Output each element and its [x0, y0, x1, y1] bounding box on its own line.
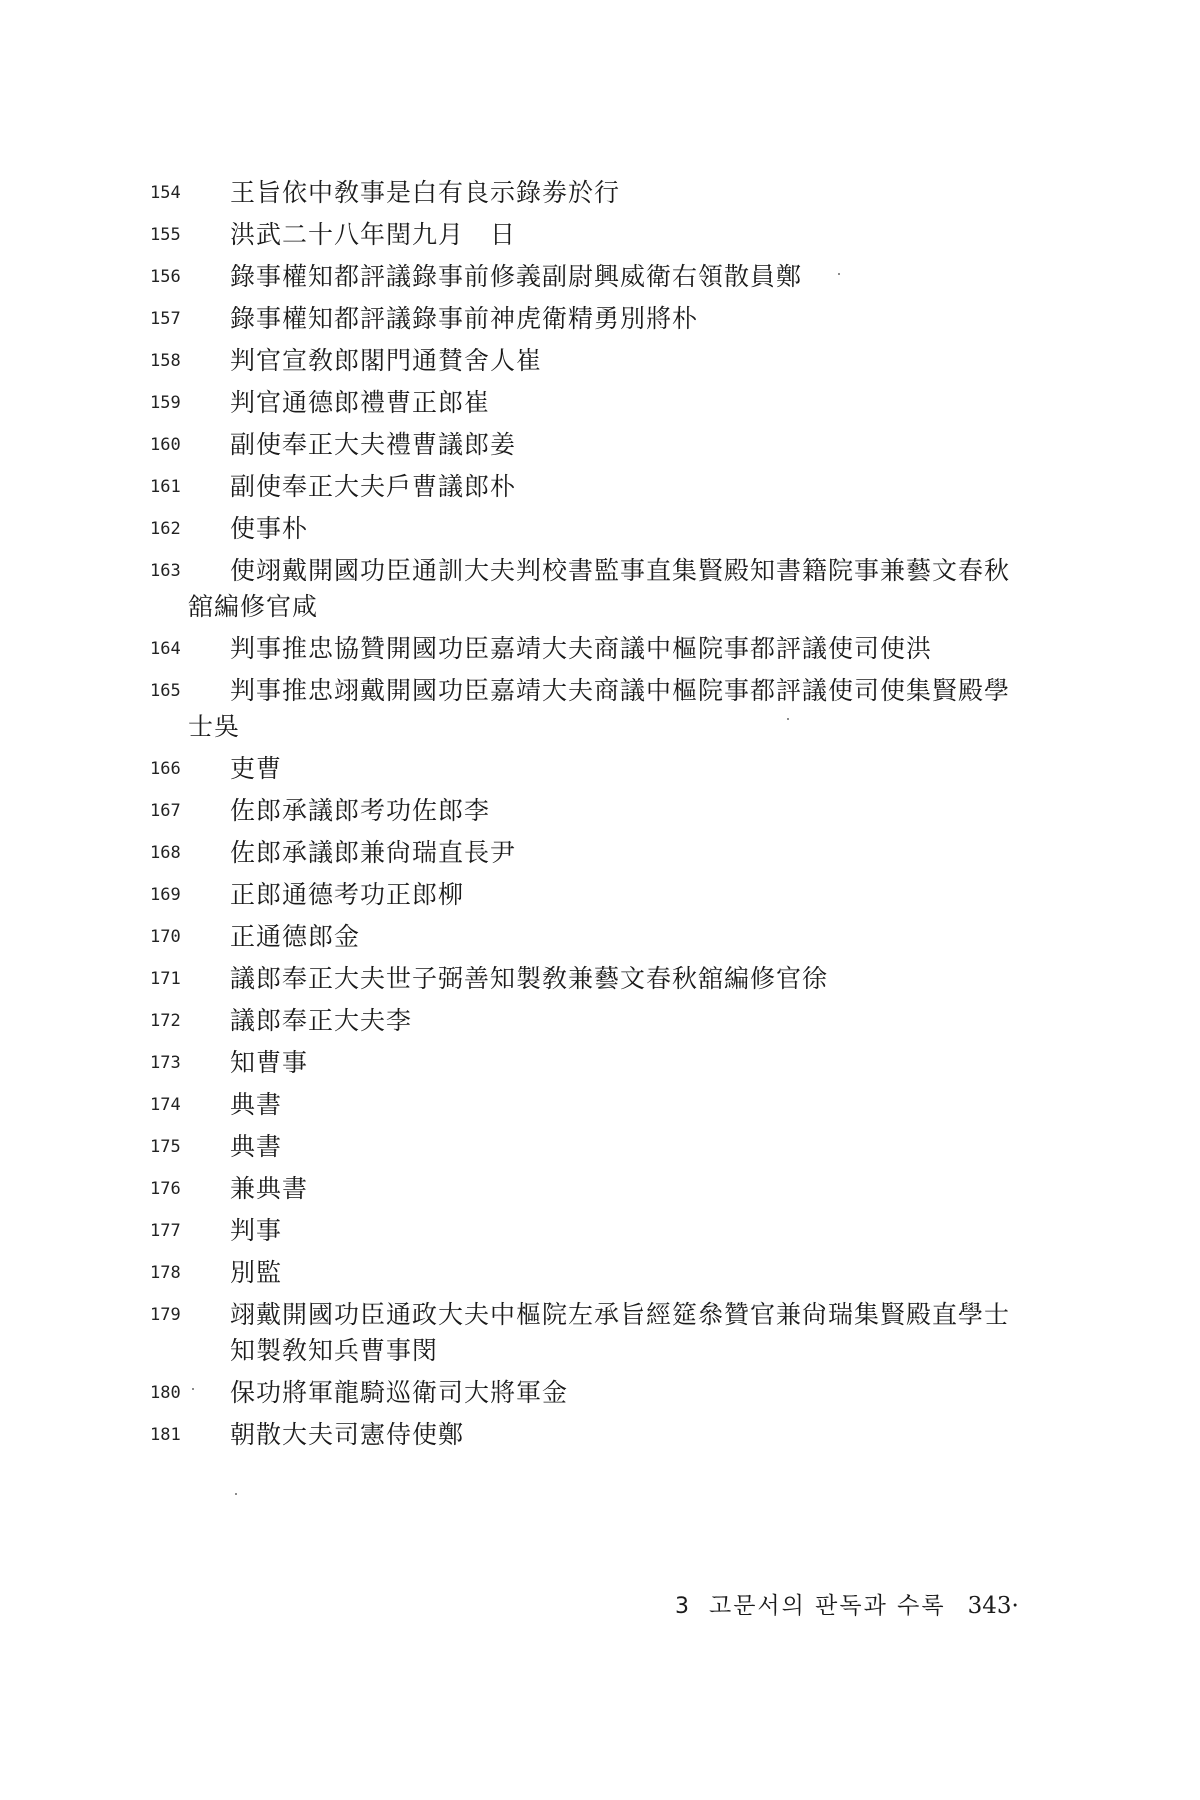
- line-number: 167: [150, 801, 181, 821]
- page-number: 343·: [967, 1593, 1019, 1619]
- transcription-line: [150, 1216, 1050, 1246]
- line-number: 181: [150, 1425, 181, 1445]
- transcription-lines: [150, 178, 1050, 1462]
- transcription-line: [150, 634, 1050, 664]
- line-text-main: 議郎奉正大夫世子弼善知製敎兼藝文春秋舘編修官徐: [230, 964, 829, 993]
- transcription-line: [150, 1132, 1050, 1162]
- transcription-line: [150, 178, 1050, 208]
- line-text-main: 吏曹: [230, 754, 283, 783]
- line-number: 163: [150, 561, 181, 581]
- transcription-line: [150, 1378, 1050, 1408]
- line-text-main: 錄事權知都評議錄事前修義副尉興威衛右領散員鄭: [230, 262, 803, 291]
- line-text: [230, 1048, 1050, 1078]
- transcription-line: [150, 430, 1050, 460]
- transcription-line: [150, 796, 1050, 826]
- line-text: [230, 430, 1050, 460]
- line-number: 164: [150, 639, 181, 659]
- line-text: [230, 1132, 1050, 1162]
- line-text-main: 典書: [230, 1090, 283, 1119]
- line-number: 175: [150, 1137, 181, 1157]
- line-text-main: 判官通德郎禮曹正郎崔: [230, 388, 491, 417]
- line-number: 165: [150, 681, 181, 701]
- line-text: [230, 304, 1050, 334]
- line-number: 159: [150, 393, 181, 413]
- transcription-line: [150, 556, 1050, 622]
- line-text: [230, 472, 1050, 502]
- transcription-line: [150, 754, 1050, 784]
- line-text-main: 保功將軍龍騎巡衛司大將軍金: [230, 1378, 569, 1407]
- line-text: [188, 556, 1050, 622]
- transcription-line: [150, 1006, 1050, 1036]
- line-text: [230, 514, 1050, 544]
- line-number: 176: [150, 1179, 181, 1199]
- line-text-main: 使事朴: [230, 514, 309, 543]
- line-number: 168: [150, 843, 181, 863]
- line-text: [230, 178, 1050, 208]
- line-text-main: 王旨依中敎事是白有良示錄劵於行: [230, 178, 621, 207]
- line-number: 172: [150, 1011, 181, 1031]
- line-text: [230, 880, 1050, 910]
- transcription-line: [150, 964, 1050, 994]
- line-text-main: 知曹事: [230, 1048, 309, 1077]
- line-text: [230, 1090, 1050, 1120]
- line-text-main: 判事: [230, 1216, 283, 1245]
- transcription-line: [150, 1174, 1050, 1204]
- line-text-main: 佐郎承議郎考功佐郎李: [230, 796, 491, 825]
- scan-speck: [235, 1493, 237, 1495]
- transcription-line: [150, 514, 1050, 544]
- line-text: [230, 754, 1050, 784]
- line-text: [230, 634, 1050, 664]
- transcription-line: [150, 676, 1050, 742]
- line-number: 170: [150, 927, 181, 947]
- chapter-number: 3: [675, 1594, 689, 1619]
- transcription-line: [150, 262, 1050, 292]
- transcription-line: [150, 1420, 1050, 1450]
- line-number: 179: [150, 1305, 181, 1325]
- line-text-main: 別監: [230, 1258, 283, 1287]
- line-number: 174: [150, 1095, 181, 1115]
- line-text-main: 翊戴開國功臣通政大夫中樞院左承旨經筵叅贊官兼尙瑞集賢殿直學士: [230, 1300, 1011, 1329]
- transcription-line: [150, 472, 1050, 502]
- line-text: [230, 1174, 1050, 1204]
- running-footer: [675, 1587, 1055, 1620]
- scan-speck: [192, 1388, 194, 1390]
- line-text-main: 錄事權知都評議錄事前神虎衛精勇別將朴: [230, 304, 699, 333]
- line-text-main: 判事推忠翊戴開國功臣嘉靖大夫商議中樞院事都評議使司使集賢殿學: [230, 676, 1011, 705]
- line-number: 158: [150, 351, 181, 371]
- line-number: 166: [150, 759, 181, 779]
- line-number: 156: [150, 267, 181, 287]
- line-number: 154: [150, 183, 181, 203]
- line-text-main: 副使奉正大夫戶曹議郎朴: [230, 472, 517, 501]
- line-text-main: 朝散大夫司憲侍使鄭: [230, 1420, 465, 1449]
- line-text-main: 議郎奉正大夫李: [230, 1006, 413, 1035]
- transcription-line: [150, 388, 1050, 418]
- line-text-main: 佐郎承議郎兼尙瑞直長尹: [230, 838, 517, 867]
- line-number: 161: [150, 477, 181, 497]
- line-text-main: 典書: [230, 1132, 283, 1161]
- transcription-line: [150, 1090, 1050, 1120]
- line-text: [230, 388, 1050, 418]
- line-text-main: 判官宣敎郎閣門通賛舍人崔: [230, 346, 543, 375]
- transcription-line: [150, 1300, 1050, 1366]
- transcription-line: [150, 922, 1050, 952]
- scan-speck: [838, 273, 840, 275]
- line-number: 171: [150, 969, 181, 989]
- transcription-line: [150, 1258, 1050, 1288]
- transcription-line: [150, 880, 1050, 910]
- transcription-line: [150, 346, 1050, 376]
- line-number: 162: [150, 519, 181, 539]
- line-text-main: 正郎通德考功正郎柳: [230, 880, 465, 909]
- line-text: [230, 796, 1050, 826]
- line-text: [230, 964, 1050, 994]
- line-text: [230, 346, 1050, 376]
- line-text-main: 副使奉正大夫禮曹議郎姜: [230, 430, 517, 459]
- line-text-main: 使翊戴開國功臣通訓大夫判校書監事直集賢殿知書籍院事兼藝文春秋: [230, 556, 1011, 585]
- line-text: [230, 1216, 1050, 1246]
- line-text: [230, 1006, 1050, 1036]
- line-text-main: 洪武二十八年閏九月 日: [230, 220, 517, 249]
- line-number: 160: [150, 435, 181, 455]
- line-text: [230, 1420, 1050, 1450]
- line-text: [230, 262, 1050, 292]
- line-text: [230, 1300, 1050, 1366]
- transcription-line: [150, 838, 1050, 868]
- line-text: [230, 220, 1050, 250]
- transcription-line: [150, 1048, 1050, 1078]
- line-text: [230, 1258, 1050, 1288]
- line-text: [230, 838, 1050, 868]
- line-text-main: 兼典書: [230, 1174, 309, 1203]
- line-text-continuation: 知製敎知兵曹事閔: [230, 1336, 439, 1365]
- line-number: 173: [150, 1053, 181, 1073]
- line-number: 169: [150, 885, 181, 905]
- line-text: [188, 676, 1050, 742]
- line-number: 180: [150, 1383, 181, 1403]
- line-number: 157: [150, 309, 181, 329]
- chapter-title: 고문서의 판독과 수록: [709, 1593, 946, 1619]
- line-text: [230, 1378, 1050, 1408]
- transcription-line: [150, 304, 1050, 334]
- line-number: 178: [150, 1263, 181, 1283]
- line-text-main: 正通德郎金: [230, 922, 361, 951]
- line-text-continuation: 士吳: [188, 712, 241, 741]
- transcription-line: [150, 220, 1050, 250]
- line-number: 155: [150, 225, 181, 245]
- line-text-main: 判事推忠協贊開國功臣嘉靖大夫商議中樞院事都評議使司使洪: [230, 634, 933, 663]
- line-number: 177: [150, 1221, 181, 1241]
- scan-speck: [787, 718, 789, 720]
- line-text: [230, 922, 1050, 952]
- line-text-continuation: 舘編修官咸: [188, 592, 319, 621]
